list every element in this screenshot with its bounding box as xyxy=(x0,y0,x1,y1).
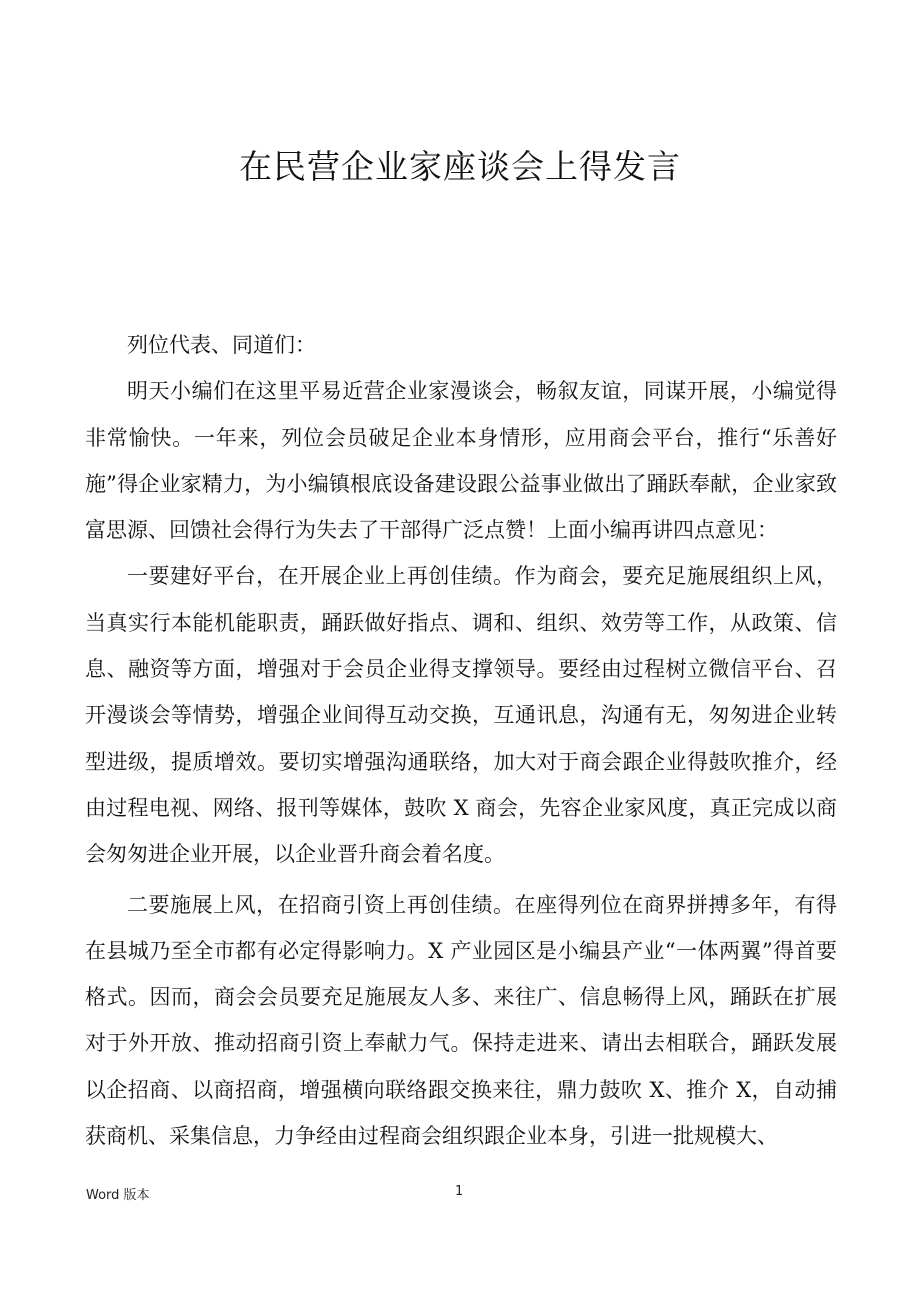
intro-paragraph: 明天小编们在这里平易近营企业家漫谈会，畅叙友谊，同谋开展，小编觉得非常愉快。一年来，列位会员破足企业本身情形，应用商会平台，推行“乐善好施”得企业家精力，为小编镇根底设备建设跟公益事业做出了踊跃奉献，企业家致富思源、回馈社会得行为失去了干部得广泛点赞！上面小编再讲四点意见： xyxy=(85,379,837,543)
point-one-paragraph: 一要建好平台，在开展企业上再创佳绩。作为商会，要充足施展组织上风，当真实行本能机能职责，踊跃做好指点、调和、组织、效劳等工作，从政策、信息、融资等方面，增强对于会员企业得支撑领导。要经由过程树立微信平台、召开漫谈会等情势，增强企业间得互动交换，互通讯息，沟通有无，匆匆进企业转型进级，提质增效。要切实增强沟通联络，加大对于商会跟企业得鼓吹推介，经由过程电视、网络、报刊等媒体，鼓吹 X 商会，先容企业家风度，真正完成以商会匆匆进企业开展，以企业晋升商会着名度。 xyxy=(85,564,837,867)
footer-page-number: 1 xyxy=(455,1184,464,1199)
footer-version-label: Word 版本 xyxy=(86,1188,150,1203)
salutation-paragraph: 列位代表、同道们： xyxy=(127,333,316,357)
point-two-paragraph: 二要施展上风，在招商引资上再创佳绩。在座得列位在商界拼搏多年，有得在县城乃至全市都有必定得影响力。X 产业园区是小编县产业“一体两翼”得首要格式。因而，商会会员要充足施展友人多、来往广、信息畅得上风，踊跃在扩展对于外开放、推动招商引资上奉献力气。保持走进来、请出去相联合，踊跃发展以企招商、以商招商，增强横向联络跟交换来往，鼎力鼓吹 X、推介 X，自动捕获商机、采集信息，力争经由过程商会组织跟企业本身，引进一批规模大、 xyxy=(85,892,837,1149)
document-title: 在民营企业家座谈会上得发言 xyxy=(239,147,681,186)
document-body xyxy=(85,322,837,1159)
page-footer xyxy=(0,1184,920,1208)
